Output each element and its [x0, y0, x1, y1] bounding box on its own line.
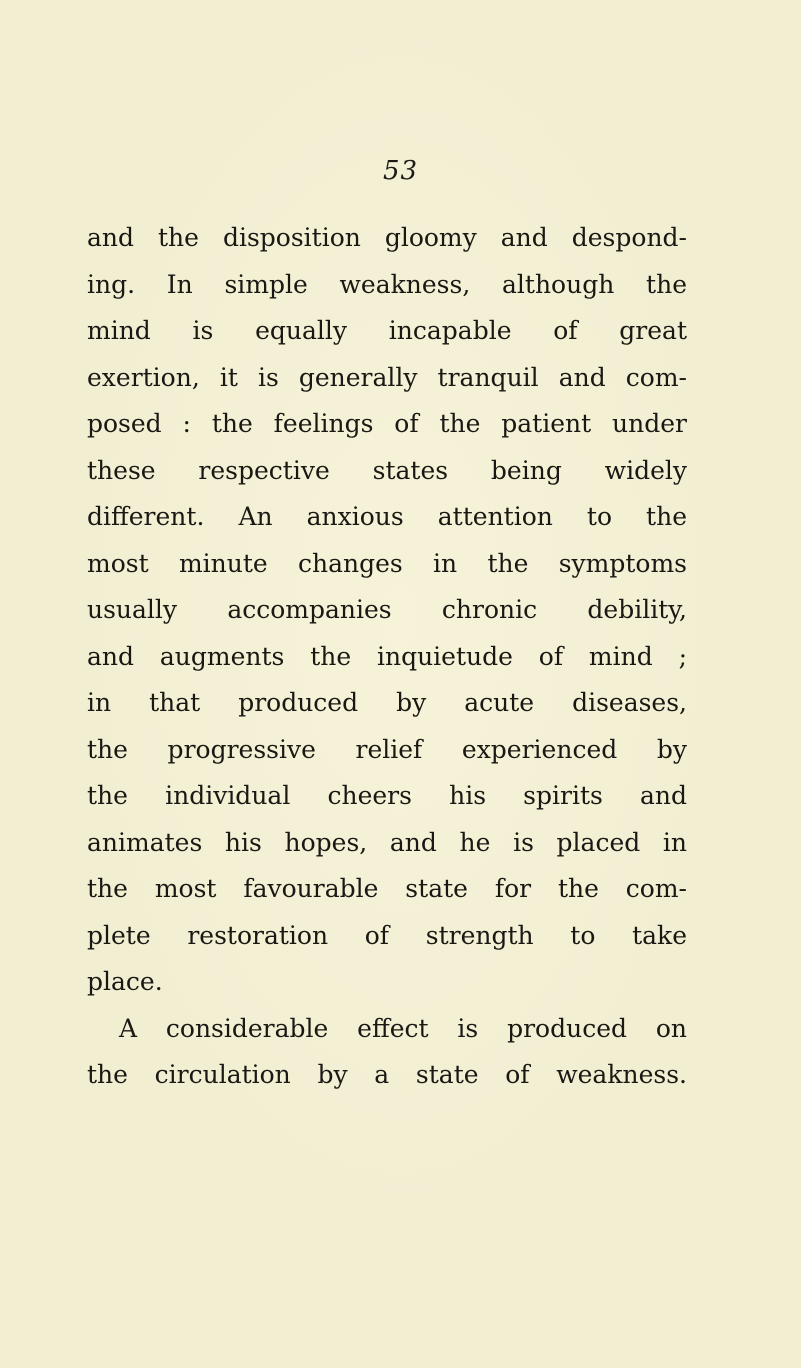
text-line: exertion, it is generally tranquil and com-: [87, 362, 687, 392]
text-line: these respective states being widely: [87, 455, 687, 485]
text-line: plete restoration of strength to take: [87, 920, 687, 950]
text-line: the most favourable state for the com-: [87, 874, 687, 903]
page-number: 53: [382, 156, 419, 186]
text-line: posed : the feelings of the patient under: [87, 409, 687, 438]
text-line: mind is equally incapable of great: [87, 316, 687, 345]
text-line: most minute changes in the symptoms: [87, 548, 687, 578]
text-line: in that produced by acute diseases,: [87, 688, 687, 717]
text-line: usually accompanies chronic debility,: [87, 595, 687, 624]
text-line: different. An anxious attention to the: [87, 502, 687, 531]
text-line: and augments the inquietude of mind ;: [87, 641, 687, 671]
text-line: the circulation by a state of weakness.: [87, 1060, 687, 1089]
body-text: [87, 215, 687, 1099]
paragraph-start-line: A considerable effect is produced on: [119, 1013, 687, 1043]
text-line: animates his hopes, and he is placed in: [87, 827, 687, 857]
text-line: the progressive relief experienced by: [87, 734, 687, 764]
text-line: the individual cheers his spirits and: [87, 781, 687, 810]
text-line: and the disposition gloomy and despond-: [87, 223, 687, 252]
text-line: place.: [87, 967, 163, 996]
text-line: ing. In simple weakness, although the: [87, 269, 687, 299]
